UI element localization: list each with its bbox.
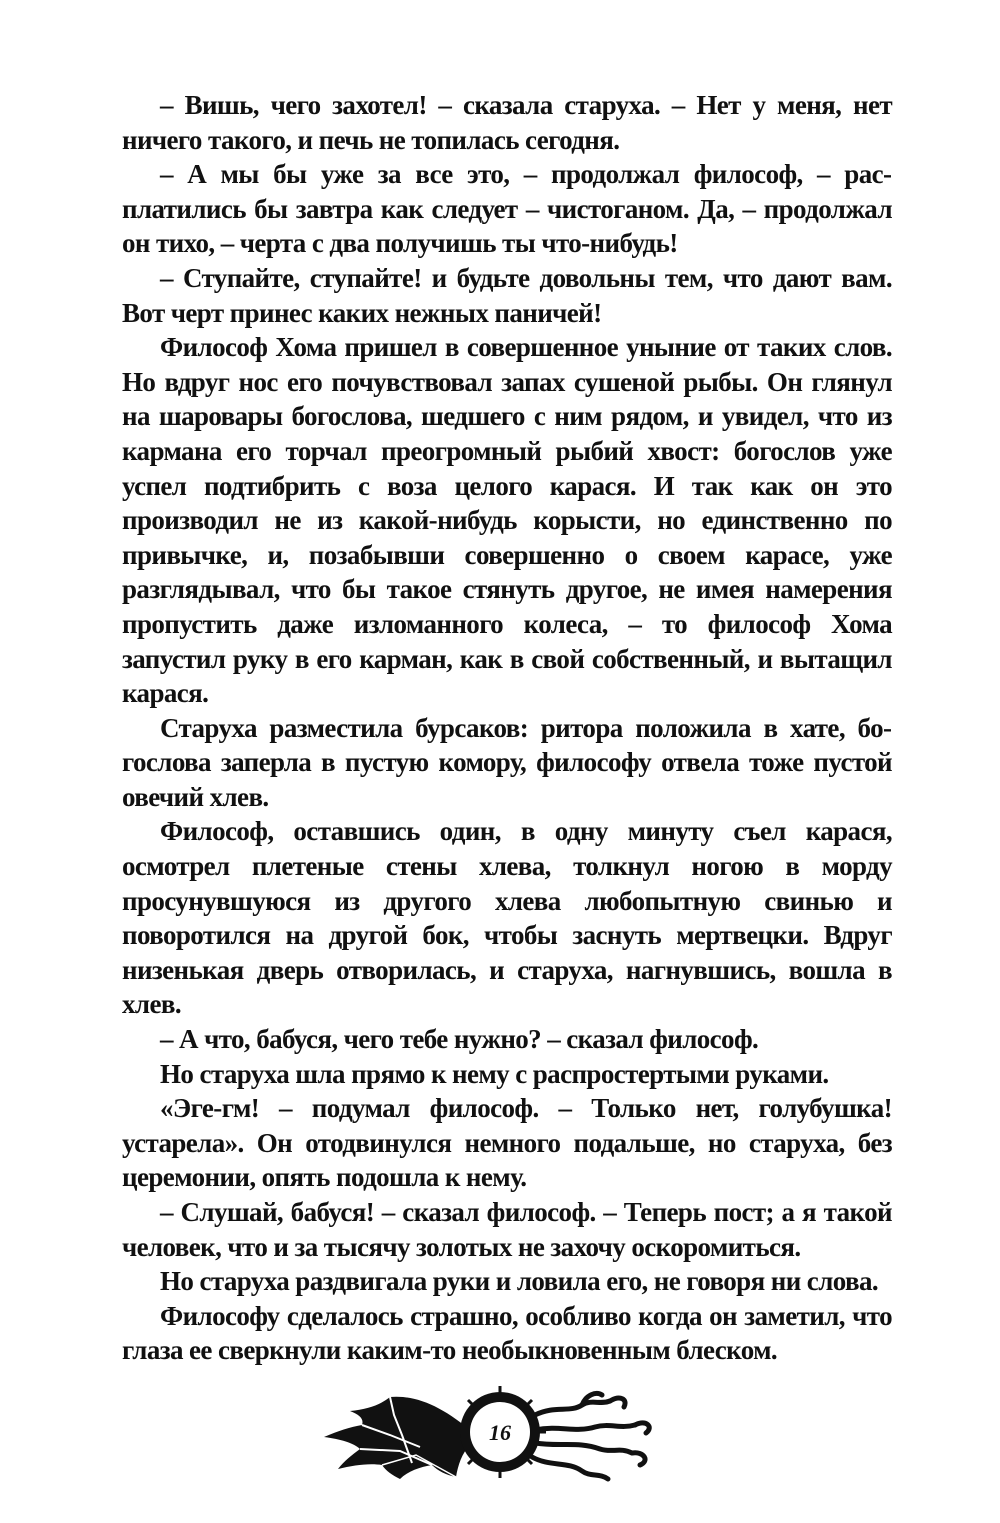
paragraph: Философу сделалось страшно, особливо когда он заметил, что глаза ее сверкнули каким-то необыкновенным блеском. [122,1300,892,1366]
page-number: 16 [489,1420,511,1445]
paragraph: – Вишь, чего захотел! – сказала старуха. – Нет у меня, нет ничего такого, и печь не топилась сегодня. [122,90,892,155]
paragraph: Но старуха шла прямо к нему с распростертыми руками. [160,1058,829,1089]
paragraph: «Эге-гм! – подумал философ. – Только нет, голубушка! устарела». Он отодвинулся немного подальше, но старуха, без церемонии, опять подошла к нему. [122,1093,892,1193]
paragraph: – Ступайте, ступайте! и будьте довольны тем, что дают вам. Вот черт принес каких нежных паничей! [122,262,892,328]
left-wing-icon [324,1397,470,1479]
paragraph: – А что, бабуся, чего тебе нужно? – сказал философ. [160,1024,759,1055]
paragraph: – Слушай, бабуся! – сказал философ. – Теперь пост; а я такой человек, что и за тысячу золотых не захочу оскоромиться. [122,1197,892,1262]
right-tendrils-icon [532,1393,649,1479]
paragraph: Философ, оставшись один, в одну минуту съел карася, осмотрел плетеные стены хлева, толкнул ногою в морду просунувшуюся из другого хлева любопытную свинью и поворотился на другой бок, чтобы заснуть мертвецки. Вдруг низенькая дверь отворилась, и старуха, нагнувшись, вошла в хлев. [122,816,892,1020]
paragraph: Но старуха раздвигала руки и ловила его, не говоря ни слова. [160,1266,878,1297]
page-number-wrap [465,1398,535,1468]
paragraph: Старуха разместила бурсаков: ритора положила в хате, богослова заперла в пустую комору, философу отвела тоже пустой овечий хлев. [122,712,892,812]
paragraph: – А мы бы уже за все это, – продолжал философ, – расплатились бы завтра как следует – чистоганом. Да, – продолжал он тихо, – черта с два получишь ты что-нибудь! [122,159,892,259]
page-text [122,88,892,1368]
paragraph: Философ Хома пришел в совершенное уныние от таких слов. Но вдруг нос его почувствовал запах сушеной рыбы. Он глянул на шаровары богослова, шедшего с ним рядом, и увидел, что из кармана его торчал преогромный рыбий хвост: богослов уже успел подтибрить с воза целого карася. И так как он это производил не из какой-нибудь корысти, но единственно по привычке, и, позабывши совершенно о своем карасе, уже разглядывал, что бы такое стянуть другое, не имея намерения пропустить даже изломанного колеса, – то философ Хома запустил руку в его карман, как в свой собственный, и вытащил карася. [122,332,892,709]
